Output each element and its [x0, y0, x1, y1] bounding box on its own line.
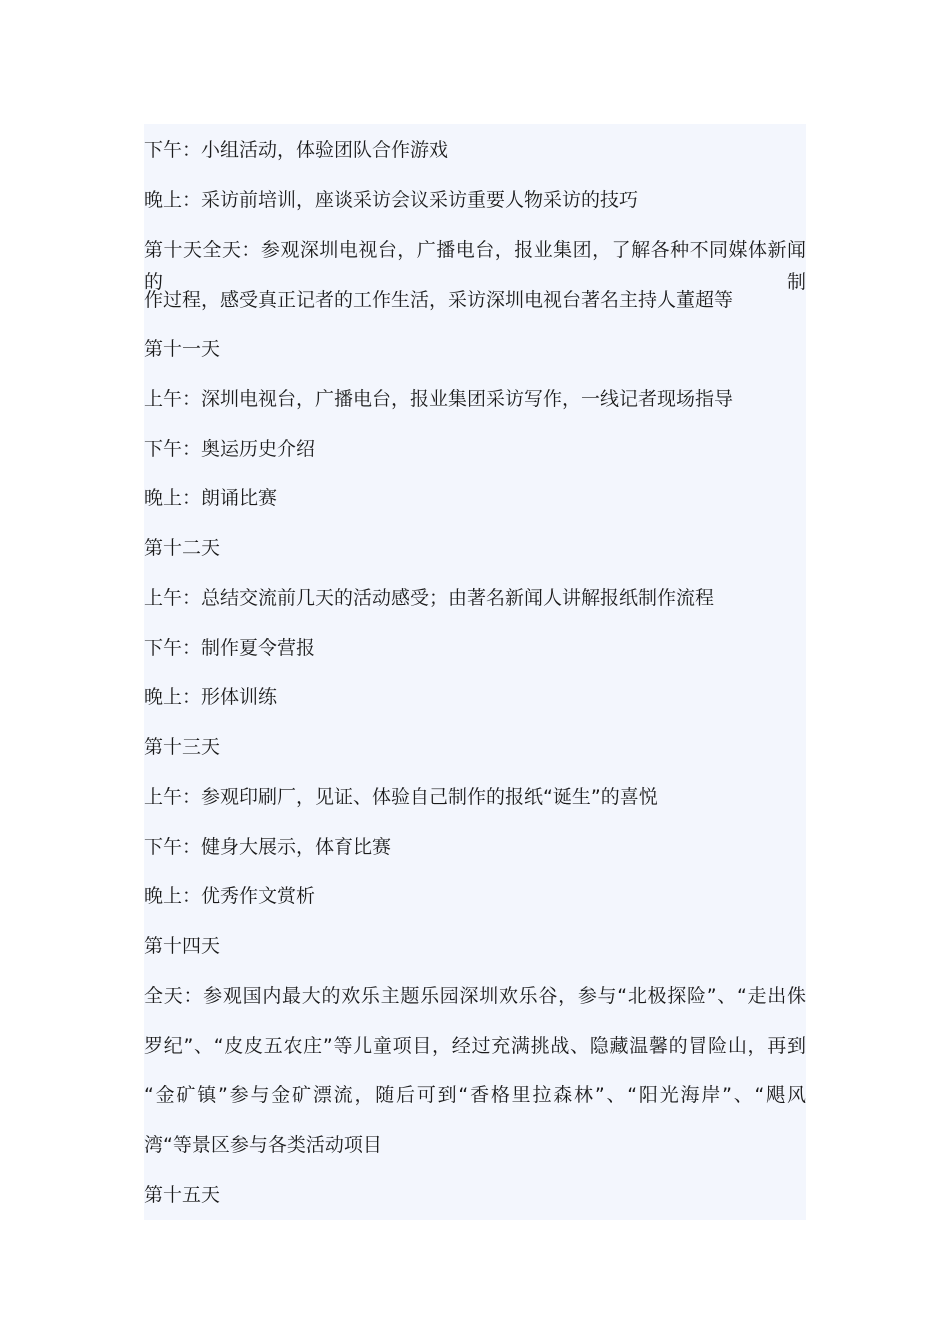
schedule-line: 湾“等景区参与各类活动项目: [144, 1134, 382, 1156]
schedule-line: 下午：制作夏令营报: [144, 637, 316, 659]
day-heading: 第十四天: [144, 935, 221, 957]
schedule-line: 上午：总结交流前几天的活动感受；由著名新闻人讲解报纸制作流程: [144, 587, 715, 609]
schedule-line: 下午：小组活动，体验团队合作游戏: [144, 139, 449, 161]
day-heading: 第十五天: [144, 1184, 221, 1206]
schedule-line: 罗纪”、“皮皮五农庄”等儿童项目，经过充满挑战、隐藏温馨的冒险山，再到: [144, 1035, 806, 1057]
day-heading: 第十二天: [144, 537, 221, 559]
schedule-line: 晚上：优秀作文赏析: [144, 885, 316, 907]
schedule-line: 晚上：形体训练: [144, 686, 278, 708]
schedule-line: 上午：深圳电视台，广播电台，报业集团采访写作，一线记者现场指导: [144, 388, 734, 410]
schedule-line: 晚上：朗诵比赛: [144, 487, 278, 509]
schedule-line: 下午：奥运历史介绍: [144, 438, 316, 460]
day-heading: 第十一天: [144, 338, 221, 360]
schedule-line: 上午：参观印刷厂，见证、体验自己制作的报纸“诞生”的喜悦: [144, 786, 658, 808]
schedule-line: 作过程，感受真正记者的工作生活，采访深圳电视台著名主持人董超等: [144, 289, 734, 311]
schedule-line: “金矿镇”参与金矿漂流，随后可到“香格里拉森林”、“阳光海岸”、“飓风: [144, 1084, 806, 1106]
schedule-line: 晚上：采访前培训，座谈采访会议采访重要人物采访的技巧: [144, 189, 639, 211]
schedule-line: 全天：参观国内最大的欢乐主题乐园深圳欢乐谷，参与“北极探险”、“走出侏: [144, 985, 806, 1007]
content-block: [144, 124, 806, 1220]
day-heading: 第十三天: [144, 736, 221, 758]
schedule-line: 下午：健身大展示，体育比赛: [144, 836, 392, 858]
schedule-line: 第十天全天：参观深圳电视台，广播电台，报业集团，了解各种不同媒体新闻的制: [144, 239, 806, 293]
